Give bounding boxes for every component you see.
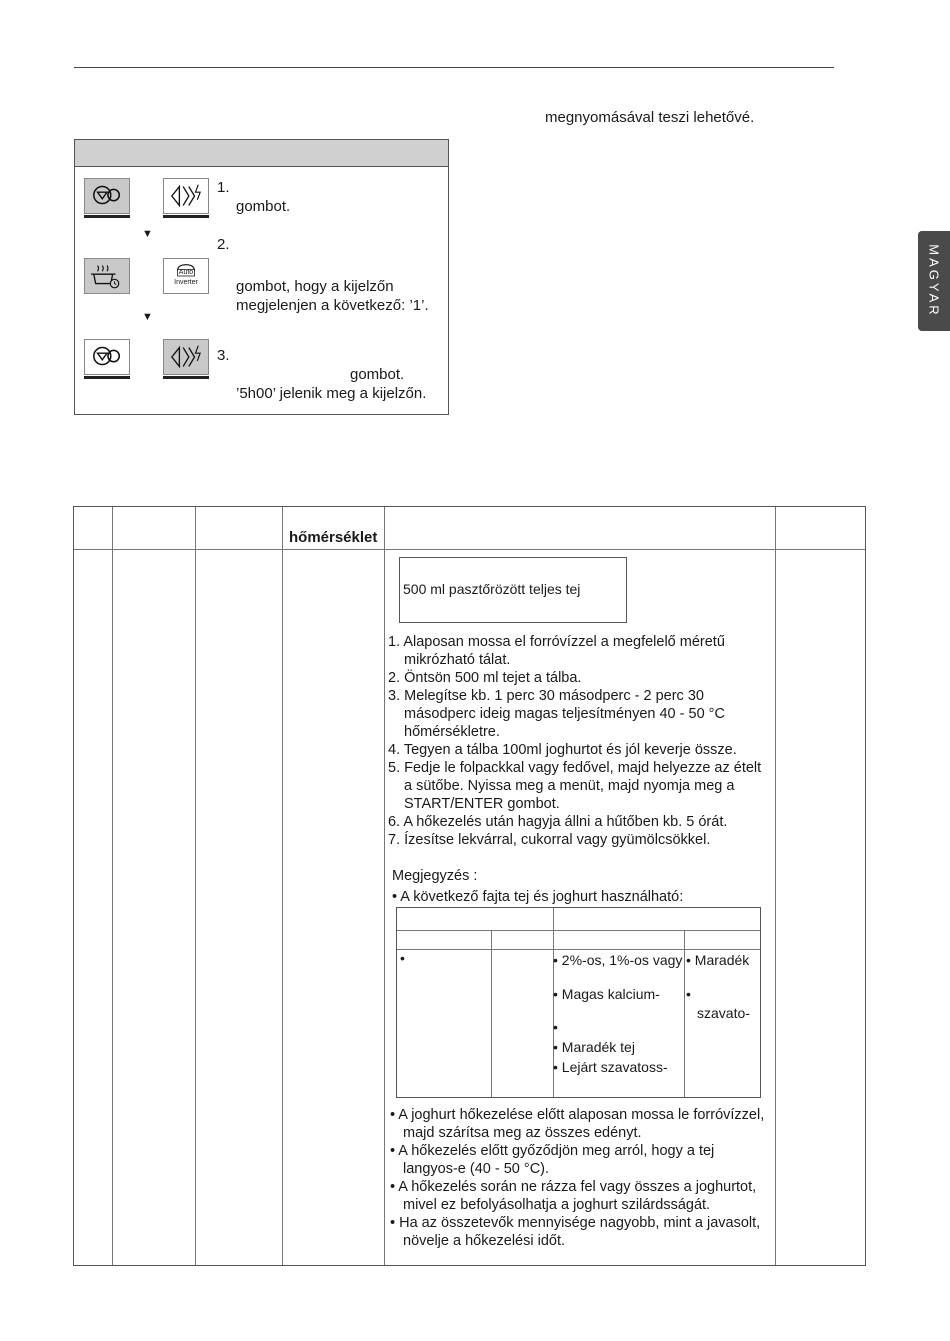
subtable-cell: • <box>553 1019 558 1035</box>
instruction-box-header <box>75 140 448 167</box>
subtable-divider <box>684 930 685 1097</box>
tip-line: mivel ez befolyásolhatja a joghurt szilárdsságát. <box>403 1197 711 1213</box>
auto-inverter-label <box>163 269 209 287</box>
ingredients-box <box>399 557 627 623</box>
button-underline <box>84 376 130 379</box>
down-arrow-icon: ▼ <box>142 228 153 240</box>
instruction-box <box>74 139 449 415</box>
auto-label: Auto <box>178 269 194 276</box>
step-2-line-4: megjelenjen a következő: ’1’. <box>236 297 429 314</box>
tip-line: növelje a hőkezelési időt. <box>403 1233 566 1249</box>
inverter-label: Inverter <box>174 279 198 286</box>
down-arrow-icon: ▼ <box>142 311 153 323</box>
subtable-cell: • Maradék tej <box>553 1039 635 1055</box>
ingredients-text: 500 ml pasztőrözött teljes tej <box>403 581 581 597</box>
method-line: mikrózható tálat. <box>404 652 511 668</box>
subtable-cell: szavato- <box>697 1005 750 1021</box>
milk-yogurt-subtable <box>396 907 761 1098</box>
tip-line: langyos-e (40 - 50 °C). <box>403 1161 550 1177</box>
subtable-cell: • 2%-os, 1%-os vagy <box>553 952 683 968</box>
subtable-cell: • <box>400 950 405 966</box>
subtable-cell: • Maradék <box>686 952 750 968</box>
start-stop-button-icon <box>84 178 130 214</box>
column-divider <box>775 507 776 1265</box>
column-divider <box>282 507 283 1265</box>
tip-line: • A hőkezelés során ne rázza fel vagy összes a joghurtot, <box>390 1179 757 1195</box>
tip-line: majd szárítsa meg az összes edényt. <box>403 1125 642 1141</box>
start-stop-button-icon <box>84 339 130 375</box>
language-tab-label: MAGYAR <box>926 244 942 318</box>
header-temperature: hőmérséklet <box>289 529 378 546</box>
column-divider <box>195 507 196 1265</box>
step-2-number: 2. <box>217 236 230 253</box>
intro-text: megnyomásával teszi lehetővé. <box>545 109 755 126</box>
method-line: 1. Alaposan mossa el forróvízzel a megfelelő méretű <box>388 634 725 650</box>
step-3-number: 3. <box>217 347 230 364</box>
method-line: 2. Öntsön 500 ml tejet a tálba. <box>388 670 582 686</box>
pot-timer-icon <box>84 258 130 294</box>
subtable-divider <box>491 930 492 1097</box>
step-2-line-3: gombot, hogy a kijelzőn <box>236 278 394 295</box>
method-line: 6. A hőkezelés után hagyja állni a hűtőben kb. 5 órát. <box>388 814 728 830</box>
tip-line: • Ha az összetevők mennyisége nagyobb, mint a javasolt, <box>390 1215 761 1231</box>
step-1-line-2: gombot. <box>236 198 291 215</box>
button-underline <box>163 376 209 379</box>
method-line: másodperc ideig magas teljesítményen 40 - 50 °C <box>404 706 725 722</box>
method-line: 5. Fedje le folpackkal vagy fedővel, majd helyezze az ételt <box>388 760 762 776</box>
language-tab <box>918 231 950 331</box>
method-line: START/ENTER gombot. <box>404 796 560 812</box>
tip-line: • A hőkezelés előtt győződjön meg arról, hogy a tej <box>390 1143 715 1159</box>
microwave-start-icon <box>163 178 209 214</box>
column-divider <box>384 507 385 1265</box>
step-3-line-2: gombot. <box>350 366 405 383</box>
button-underline <box>163 215 209 218</box>
tips <box>390 1106 764 1250</box>
step-1-number: 1. <box>217 179 230 196</box>
method-line: 4. Tegyen a tálba 100ml joghurtot és jól keverje össze. <box>388 742 737 758</box>
method-line: 7. Ízesítse lekvárral, cukorral vagy gyümölcsökkel. <box>388 832 711 848</box>
method-line: 3. Melegítse kb. 1 perc 30 másodperc - 2 perc 30 <box>388 688 704 704</box>
subtable-cell: • Lejárt szavatoss- <box>553 1059 668 1075</box>
header-divider <box>74 549 865 550</box>
method-line: hőmérsékletre. <box>404 724 500 740</box>
subtable-row-divider <box>397 949 760 950</box>
microwave-start-icon <box>163 339 209 375</box>
note-title: Megjegyzés : <box>392 868 478 884</box>
note-intro: • A következő fajta tej és joghurt használható: <box>392 889 684 905</box>
subtable-cell: • <box>686 986 691 1002</box>
column-divider <box>112 507 113 1265</box>
subtable-cell: • Magas kalcium- <box>553 986 660 1002</box>
top-rule <box>74 67 834 68</box>
tip-line: • A joghurt hőkezelése előtt alaposan mossa le forróvízzel, <box>390 1107 765 1123</box>
step-3-line-3: ’5h00’ jelenik meg a kijelzőn. <box>236 385 427 402</box>
subtable-row-divider <box>397 930 760 931</box>
button-underline <box>84 215 130 218</box>
method-line: a sütőbe. Nyissa meg a menüt, majd nyomja meg a <box>404 778 735 794</box>
method-steps <box>388 633 761 849</box>
